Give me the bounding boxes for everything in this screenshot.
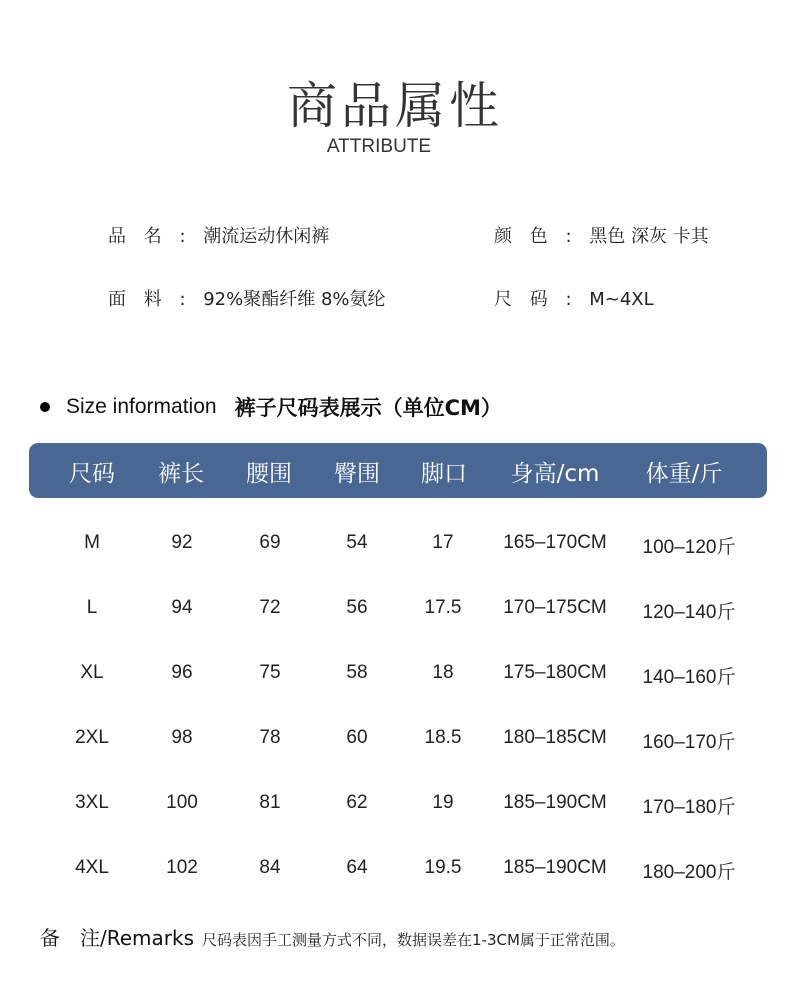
table-cell: 72 [259,597,281,618]
table-cell: 56 [346,597,368,618]
attr-key: 品 名 : [108,226,204,247]
table-cell: 54 [346,532,368,553]
table-cell: 17 [432,532,454,553]
attr-value: M~4XL [589,289,654,310]
table-cell: 102 [166,857,198,878]
table-cell: 75 [259,662,281,683]
table-cell: 140–160斤 [642,667,736,688]
table-cell: L [86,597,98,618]
attr-fabric [108,285,386,311]
page-subtitle: ATTRIBUTE [326,136,432,157]
table-cell: 160–170斤 [642,732,736,753]
table-cell: 94 [171,597,193,618]
table-cell: 170–175CM [503,597,607,618]
table-cell: 64 [346,857,368,878]
table-cell: 180–185CM [503,727,607,748]
column-header-height: 身高/cm [510,461,600,487]
table-row [0,727,790,757]
column-header-size: 尺码 [69,461,115,487]
table-cell: 17.5 [424,597,462,618]
table-cell: 120–140斤 [642,602,736,623]
attr-size [494,285,654,311]
table-cell: 185–190CM [503,857,607,878]
table-cell: XL [80,662,104,683]
table-cell: 100 [166,792,198,813]
table-cell: 81 [259,792,281,813]
table-cell: 165–170CM [503,532,607,553]
bullet-icon [40,402,50,412]
table-cell: 100–120斤 [642,537,736,558]
remarks-label: 备 注/Remarks [40,926,195,950]
size-table-header [29,443,767,498]
table-cell: 62 [346,792,368,813]
table-cell: 92 [171,532,193,553]
table-cell: 170–180斤 [642,797,736,818]
attr-value: 潮流运动休闲裤 [203,226,330,247]
remarks-text: 尺码表因手工测量方式不同，数据误差在1-3CM属于正常范围。 [202,931,625,949]
table-cell: 175–180CM [503,662,607,683]
attr-color [494,222,709,248]
table-cell: 18.5 [424,727,462,748]
size-section-header [40,392,502,422]
column-header-hip: 臀围 [334,461,380,487]
table-cell: 84 [259,857,281,878]
table-cell: 69 [259,532,281,553]
table-row [0,662,790,692]
column-header-length: 裤长 [158,461,204,487]
table-cell: 3XL [75,792,109,813]
table-cell: 4XL [75,857,109,878]
column-header-waist: 腰围 [246,461,292,487]
size-section-label-en: Size information [66,395,217,418]
table-cell: 185–190CM [503,792,607,813]
table-cell: 58 [346,662,368,683]
table-cell: 60 [346,727,368,748]
attr-key: 尺 码 : [494,289,590,310]
table-cell: 18 [432,662,454,683]
table-cell: 180–200斤 [642,862,736,883]
table-cell: 19.5 [424,857,462,878]
attr-value: 92%聚酯纤维 8%氨纶 [203,289,386,310]
size-section-label-cn: 裤子尺码表展示（单位CM） [234,396,502,420]
table-row [0,792,790,822]
column-header-hem: 脚口 [421,461,467,487]
table-cell: 78 [259,727,281,748]
table-cell: 98 [171,727,193,748]
table-cell: M [84,532,100,553]
column-header-weight: 体重/斤 [645,461,723,487]
remarks [40,922,625,951]
table-row [0,857,790,887]
table-row [0,532,790,562]
attr-value: 黑色 深灰 卡其 [589,226,709,247]
attr-product-name [108,222,329,248]
table-row [0,597,790,627]
attr-key: 颜 色 : [494,226,590,247]
table-cell: 2XL [75,727,109,748]
attr-key: 面 料 : [108,289,204,310]
table-cell: 96 [171,662,193,683]
table-cell: 19 [432,792,454,813]
page-title: 商品属性 [287,77,503,135]
